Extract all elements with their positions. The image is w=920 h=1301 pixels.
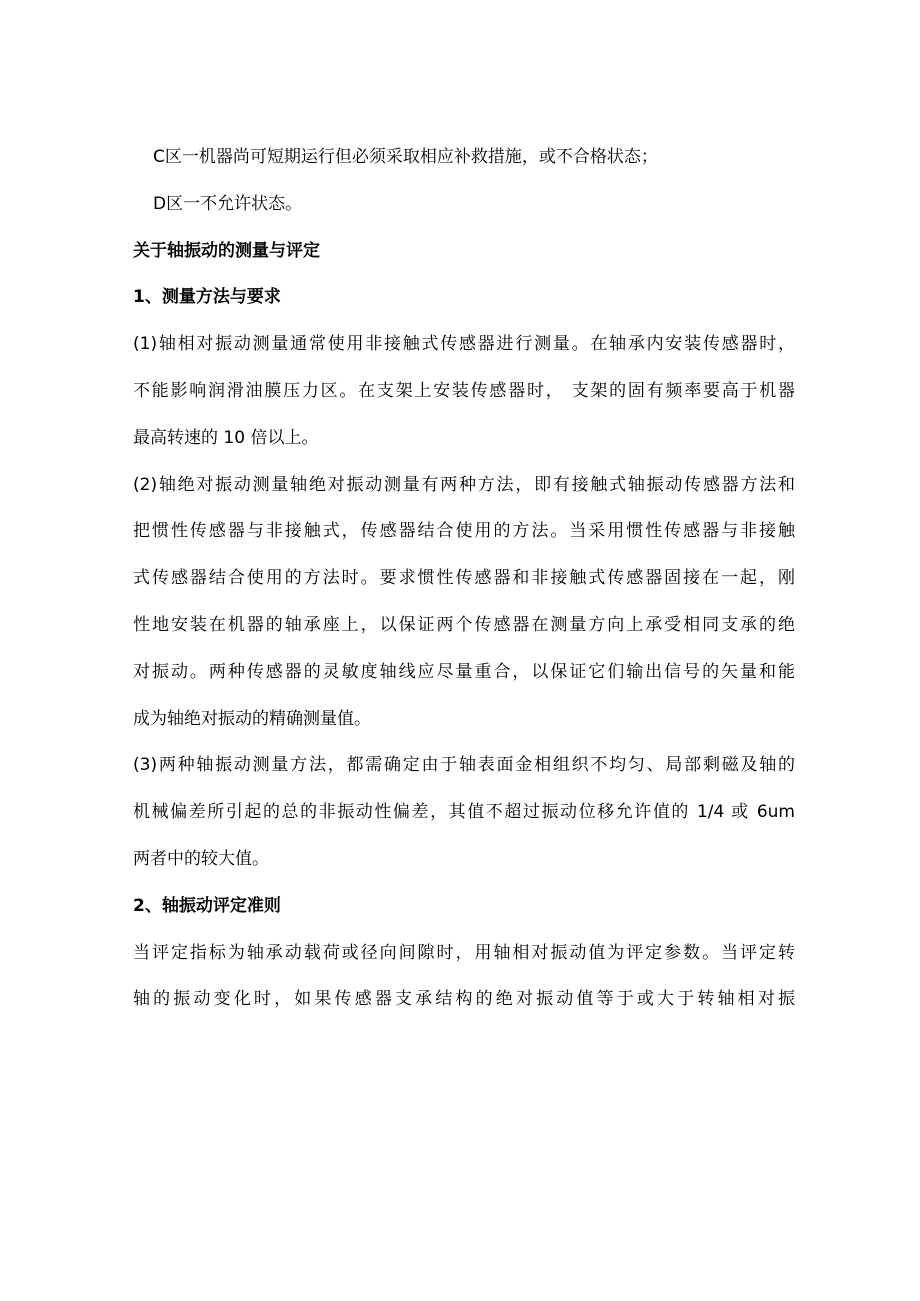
paragraph-1-line-1: (1)轴相对振动测量通常使用非接触式传感器进行测量。在轴承内安装传感器时， <box>133 334 795 355</box>
paragraph-2-line-5: 对振动。两种传感器的灵敏度轴线应尽量重合，以保证它们输出信号的矢量和能 <box>133 661 795 682</box>
paragraph-1-line-2: 不能影响润滑油膜压力区。在支架上安装传感器时， 支架的固有频率要高于机器 <box>133 380 795 401</box>
zone-d-line: D区一不允许状态。 <box>153 193 303 214</box>
zone-c-line: C区一机器尚可短期运行但必须采取相应补救措施，或不合格状态； <box>153 147 658 167</box>
paragraph-3-line-1: (3)两种轴振动测量方法，都需确定由于轴表面金相组织不均匀、局部剩磁及轴的 <box>133 755 795 776</box>
paragraph-4-line-1: 当评定指标为轴承动载荷或径向间隙时，用轴相对振动值为评定参数。当评定转 <box>133 942 795 963</box>
paragraph-3-line-3: 两者中的较大值。 <box>133 848 269 869</box>
section-heading: 关于轴振动的测量与评定 <box>133 240 320 261</box>
subsection-heading-1: 1、测量方法与要求 <box>133 287 281 308</box>
paragraph-2-line-2: 把惯性传感器与非接触式，传感器结合使用的方法。当采用惯性传感器与非接触 <box>133 521 795 542</box>
paragraph-3-line-2: 机械偏差所引起的总的非振动性偏差，其值不超过振动位移允许值的 1/4 或 6um <box>133 802 795 823</box>
paragraph-1-line-3: 最高转速的 10 倍以上。 <box>133 427 319 448</box>
paragraph-2-line-1: (2)轴绝对振动测量轴绝对振动测量有两种方法，即有接触式轴振动传感器方法和 <box>133 474 795 495</box>
paragraph-4-line-2: 轴的振动变化时，如果传感器支承结构的绝对振动值等于或大于转轴相对振 <box>133 989 795 1010</box>
paragraph-2-line-6: 成为轴绝对振动的精确测量值。 <box>133 708 371 729</box>
document-body <box>133 142 795 1031</box>
paragraph-2-line-3: 式传感器结合使用的方法时。要求惯性传感器和非接触式传感器固接在一起，刚 <box>133 568 795 589</box>
paragraph-2-line-4: 性地安装在机器的轴承座上，以保证两个传感器在测量方向上承受相同支承的绝 <box>133 614 795 635</box>
subsection-heading-2: 2、轴振动评定准则 <box>133 895 281 916</box>
